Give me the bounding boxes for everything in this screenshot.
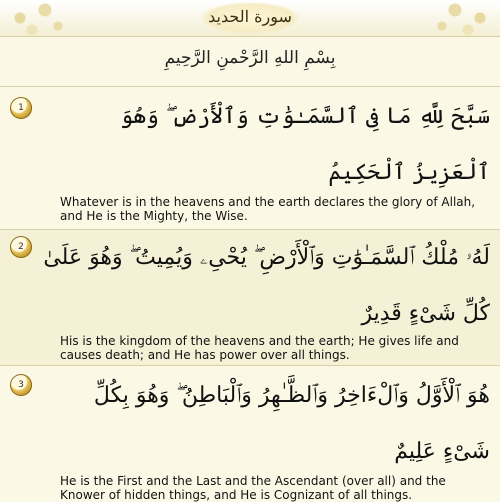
surah-header: [0, 0, 500, 37]
ayah-2[interactable]: [0, 230, 500, 365]
ayah-arabic-text: لَهُۥ مُلْكُ ٱلسَّمَـٰوَٰتِ وَٱلْأَرْضِ ۖ يُحْىِۦ وَيُمِيتُ ۖ وَهُوَ عَلَىٰ كُلِّ شَىْءٍ قَدِيرٌ: [43, 245, 490, 326]
ayah-number-badge[interactable]: [10, 97, 32, 119]
ayah-arabic-text: هُوَ ٱلْأَوَّلُ وَٱلْءَاخِرُ وَٱلظَّـٰهِرُ وَٱلْبَاطِنُ ۖ وَهُوَ بِكُلِّ شَىْءٍ عَلِيمٌ: [93, 383, 490, 464]
ayah-1[interactable]: [0, 87, 500, 229]
surah-title: سورة الحديد: [200, 2, 300, 34]
ayah-3[interactable]: [0, 366, 500, 500]
ayah-number: 1: [18, 103, 24, 113]
ayah-number-badge[interactable]: [10, 374, 32, 396]
ayah-arabic-text: سَبَّحَ لِلَّهِ مَا فِى ٱلسَّمَـٰوَٰتِ وَٱلْأَرْضِ ۖ وَهُوَ ٱلْعَزِيزُ ٱلْحَكِيمُ: [120, 104, 490, 185]
ayah-translation: Whatever is in the heavens and the earth declares the glory of Allah, and He is the Mighty, the Wise.: [60, 195, 476, 223]
ayah-translation: He is the First and the Last and the Ascendant (over all) and the Knower of hidden things, and He is Cognizant of all things.: [60, 474, 446, 502]
ayah-translation: His is the kingdom of the heavens and the earth; He gives life and causes death; and He has power over all things.: [60, 334, 459, 362]
ayah-number: 3: [18, 380, 24, 390]
basmala: بِسْمِ اللهِ الرَّحْمنِ الرَّحِيمِ: [164, 48, 336, 68]
ayah-number: 2: [18, 242, 24, 252]
header-ornament-right: [430, 0, 500, 36]
ayah-number-badge[interactable]: [10, 236, 32, 258]
header-ornament-left: [0, 0, 70, 36]
